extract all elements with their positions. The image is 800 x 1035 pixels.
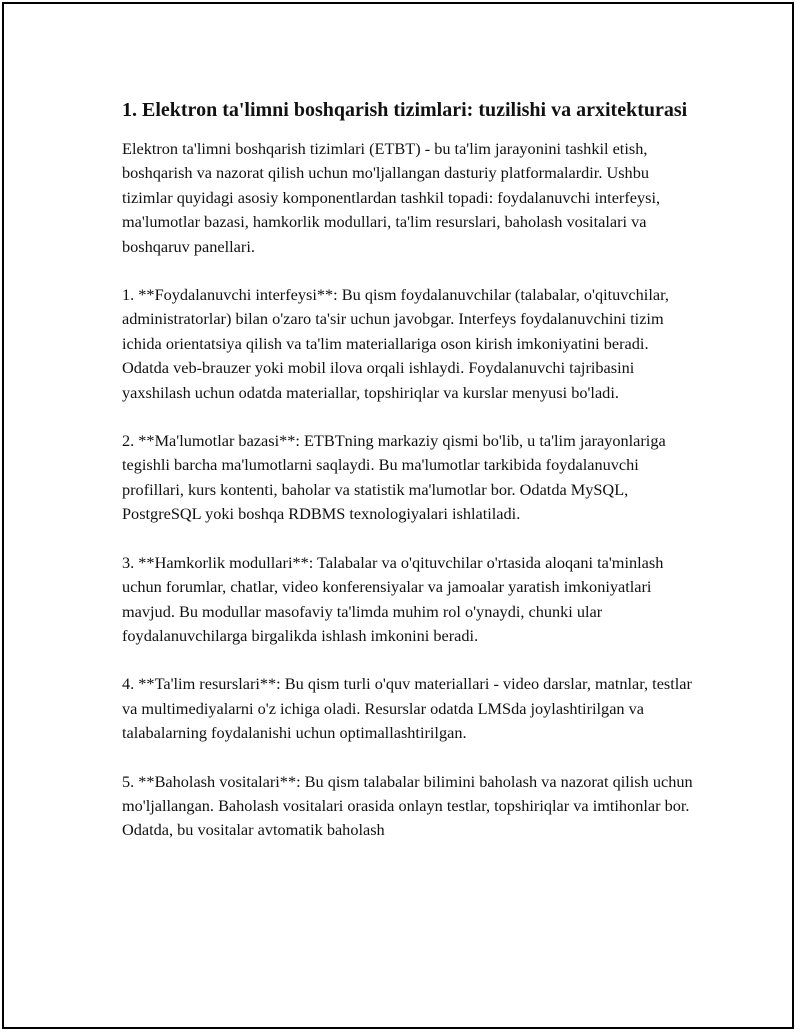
paragraph-learning-resources: 4. **Ta'lim resurslari**: Bu qism turli o'quv materiallari - video darslar, matnlar, testlar va multimediyalarni o'z ichiga oladi. Resurslar odatda LMSda joylashtirilgan va talabalarning foydalanishi uchun optimallashtirilgan. xyxy=(122,674,692,743)
document-title: 1. Elektron ta'limni boshqarish tizimlari: tuzilishi va arxitekturasi xyxy=(122,99,688,121)
paragraph-user-interface: 1. **Foydalanuvchi interfeysi**: Bu qism foydalanuvchilar (talabalar, o'qituvchilar, administratorlar) bilan o'zaro ta'sir uchun javobgar. Interfeys foydalanuvchini tizim ichida orientatsiya qilish va ta'lim materiallariga oson kirish imkoniyatini beradi. Odatda veb-brauzer yoki mobil ilova orqali ishlaydi. Foydalanuvchi tajribasini yaxshilash uchun odatda materiallar, topshiriqlar va kurslar menyusi bo'ladi. xyxy=(122,285,669,402)
page-frame xyxy=(2,2,794,1029)
document-content xyxy=(122,96,697,867)
paragraph-assessment-tools: 5. **Baholash vositalari**: Bu qism talabalar bilimini baholash va nazorat qilish uchun mo'ljallangan. Baholash vositalari orasida onlayn testlar, topshiriqlar va imtihonlar bor. Odatda, bu vositalar avtomatik baholash xyxy=(122,771,693,840)
intro-paragraph: Elektron ta'limni boshqarish tizimlari (ETBT) - bu ta'lim jarayonini tashkil etish, boshqarish va nazorat qilish uchun mo'ljallangan dasturiy platformalardir. Ushbu tizimlar quyidagi asosiy komponentlardan tashkil topadi: foydalanuvchi interfeysi, ma'lumotlar bazasi, hamkorlik modullari, ta'lim resurslari, baholash vositalari va boshqaruv panellari. xyxy=(122,139,661,256)
paragraph-collaboration-modules: 3. **Hamkorlik modullari**: Talabalar va o'qituvchilar o'rtasida aloqani ta'minlash uchun forumlar, chatlar, video konferensiyalar va jamoalar yaratish imkoniyatlari mavjud. Bu modullar masofaviy ta'limda muhim rol o'ynaydi, chunki ular foydalanuvchilarga birgalikda ishlash imkonini beradi. xyxy=(122,552,664,645)
paragraph-database: 2. **Ma'lumotlar bazasi**: ETBTning markaziy qismi bo'lib, u ta'lim jarayonlariga tegishli barcha ma'lumotlarni saqlaydi. Bu ma'lumotlar tarkibida foydalanuvchi profillari, kurs kontenti, baholar va statistik ma'lumotlar bor. Odatda MySQL, PostgreSQL yoki boshqa RDBMS texnologiyalari ishlatiladi. xyxy=(122,431,666,524)
